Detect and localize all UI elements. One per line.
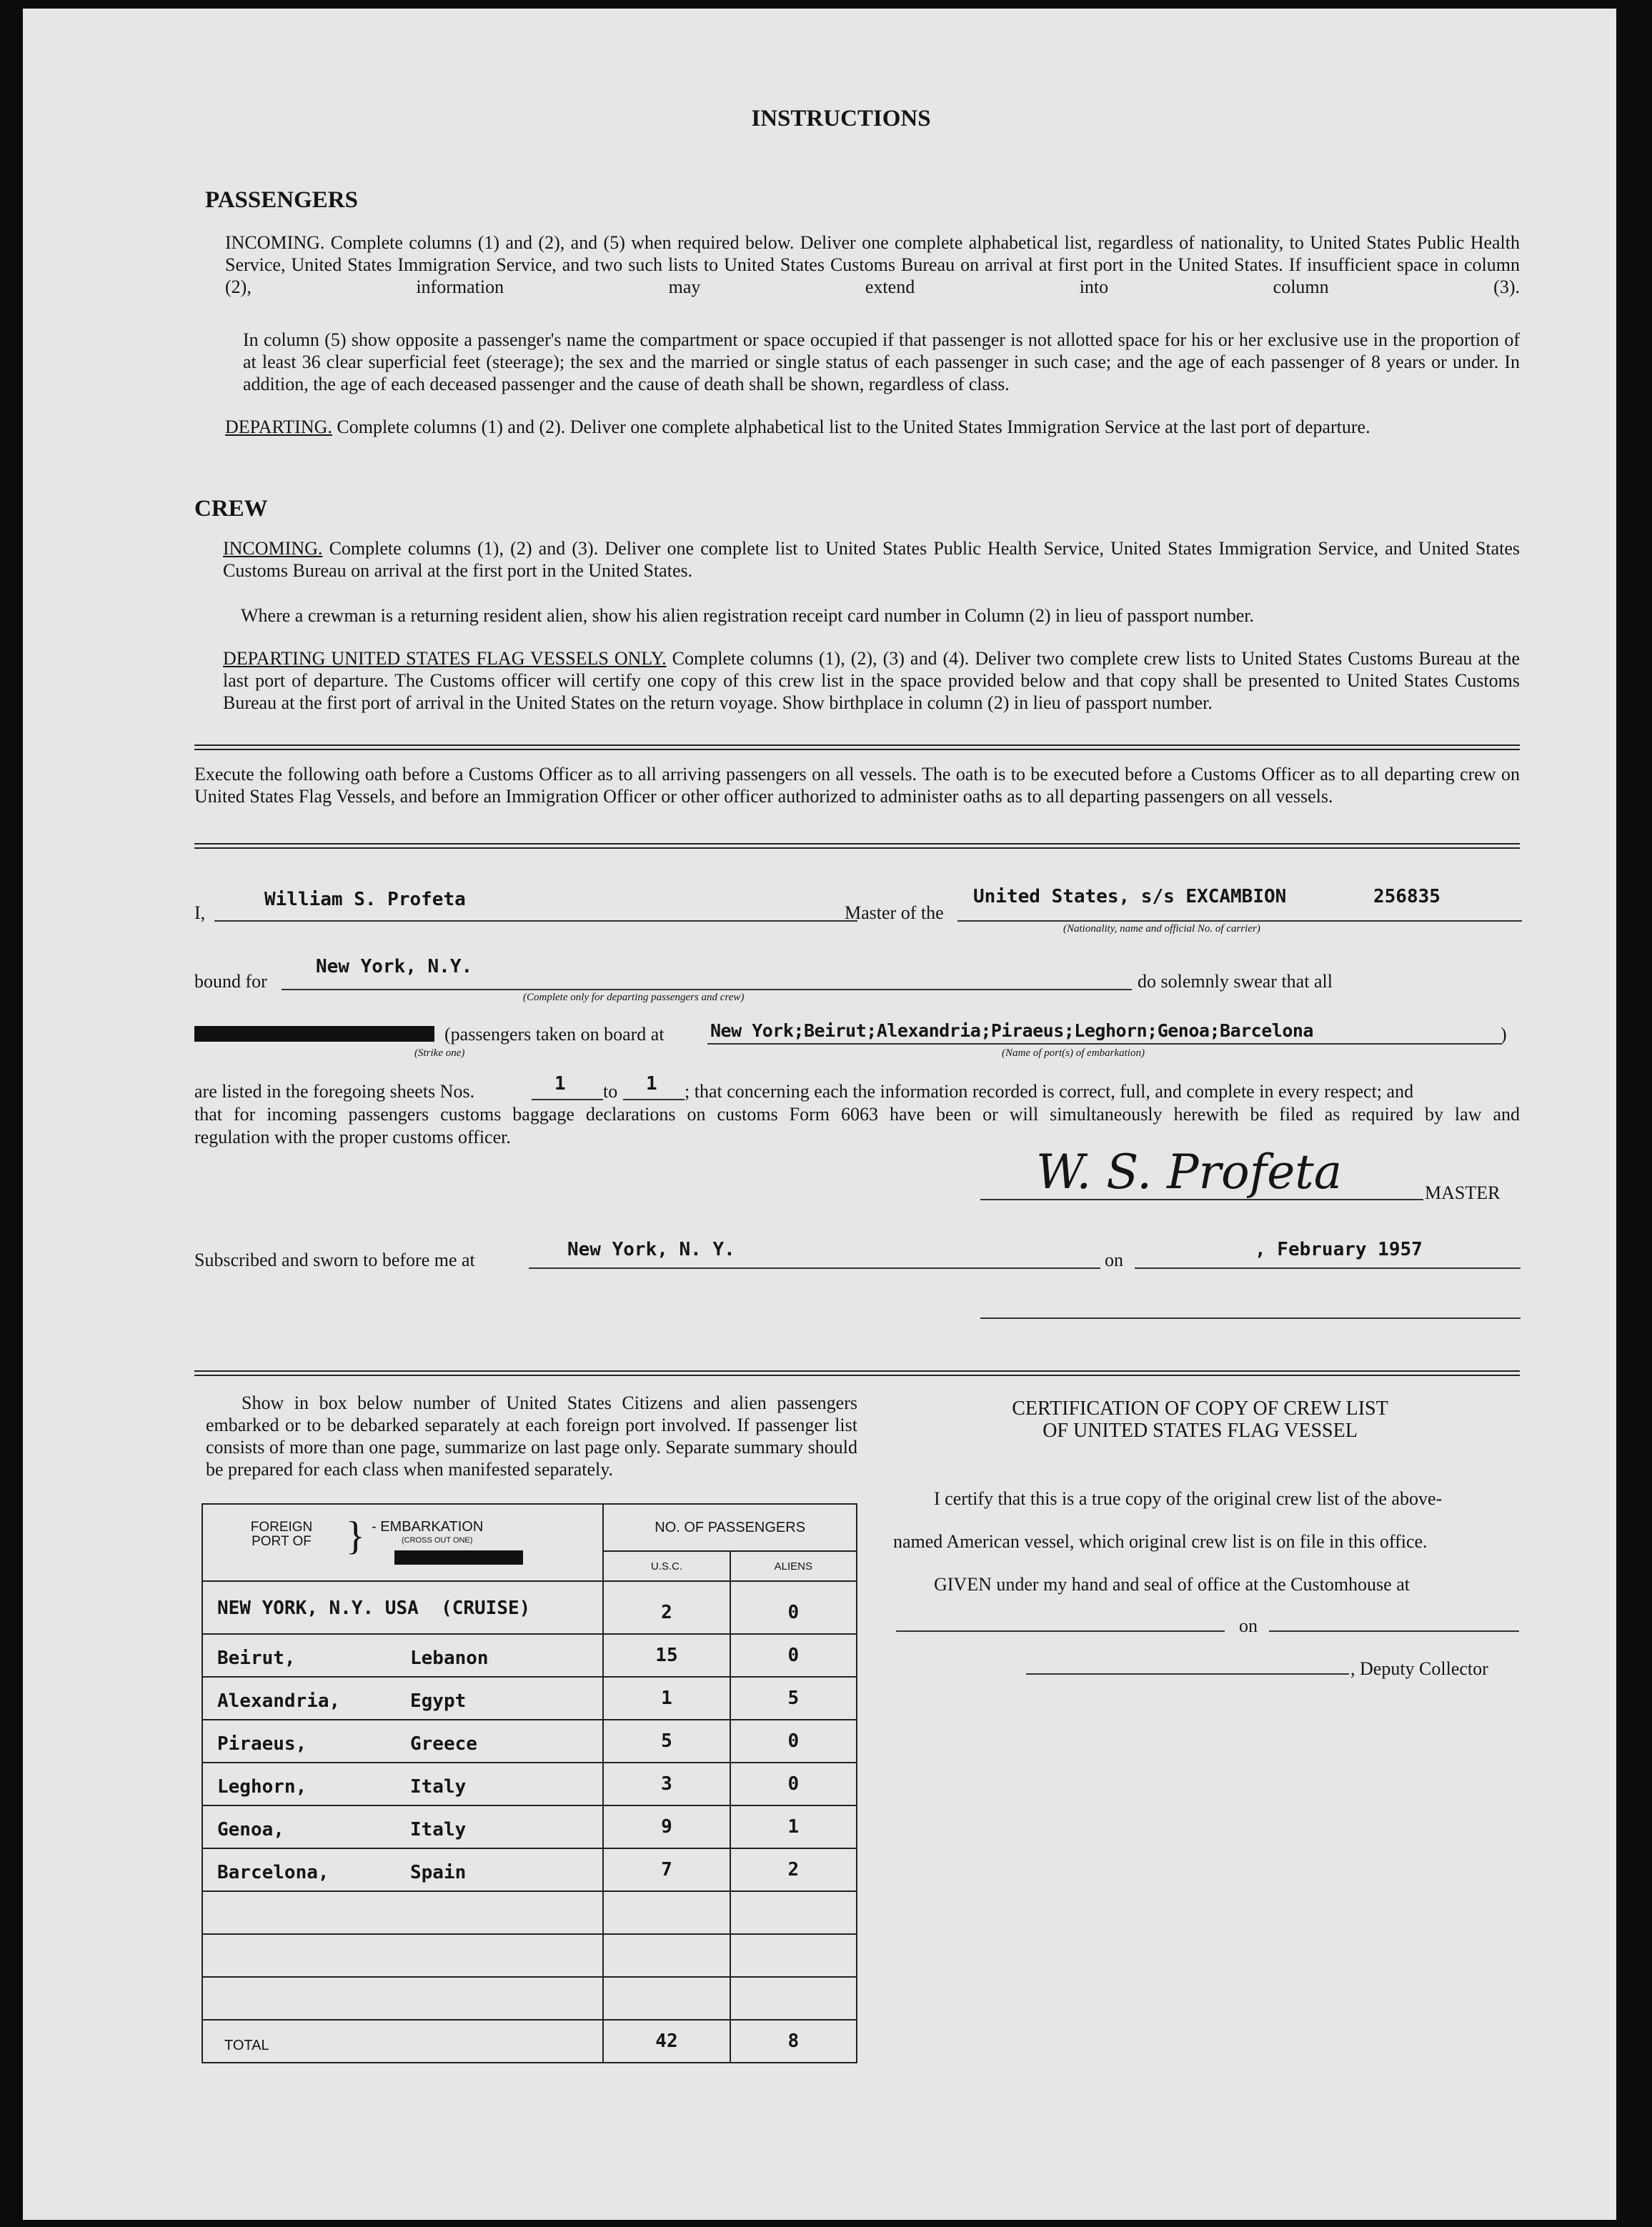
deputy-collector-label: , Deputy Collector [1350, 1658, 1488, 1679]
aliens-cell: 0 [730, 1763, 857, 1805]
country-name: Italy [410, 1776, 467, 1798]
master-label: MASTER [1425, 1182, 1501, 1203]
passengers-heading: PASSENGERS [205, 187, 358, 213]
sheet-from-field: 1 [554, 1073, 566, 1095]
port-name: Genoa, [217, 1819, 284, 1840]
deputy-collector-line [1026, 1673, 1349, 1675]
summary-intro: Show in box below number of United States Citizens and alien passengers embarked or to be debarked separately at each foreign port involved. If passenger list consists of more than one page, summarize on last page only. Separate summary should be prepared for each class when manifested separately. [206, 1393, 857, 1480]
listed-line-2: that for incoming passengers customs baggage declarations on customs Form 6063 have been or will simultaneously herewith be filed as required by law and [194, 1104, 1520, 1125]
master-signature: W. S. Profeta [1036, 1145, 1343, 1200]
port-cell [202, 1634, 603, 1677]
aliens-cell: 0 [730, 1720, 857, 1763]
crew-departing-paragraph [223, 647, 1520, 714]
bound-for-field: New York, N.Y. [316, 956, 473, 977]
subscribed-label: Subscribed and sworn to before me at [194, 1250, 475, 1270]
certification-heading [880, 1398, 1520, 1442]
strike-one-caption: (Strike one) [414, 1047, 465, 1059]
embarkation-label: - EMBARKATION [372, 1519, 484, 1535]
passengers-incoming-paragraph [225, 231, 1520, 298]
usc-cell: 2 [603, 1581, 730, 1634]
aliens-cell: 2 [730, 1848, 857, 1891]
master-name-line [214, 920, 857, 922]
aliens-cell: 5 [730, 1677, 857, 1720]
usc-cell: 1 [603, 1677, 730, 1720]
passengers-incoming-lead: INCOMING. [225, 232, 325, 253]
vessel-field: United States, s/s EXCAMBION [973, 886, 1287, 907]
divider-3 [194, 1370, 1520, 1376]
certification-text-3: GIVEN under my hand and seal of office at the Customhouse at [934, 1574, 1410, 1595]
vessel-line [957, 920, 1522, 922]
ports-caption: (Name of port(s) of embarkation) [1002, 1047, 1145, 1059]
usc-cell: 3 [603, 1763, 730, 1805]
total-row [202, 2020, 857, 2063]
port-name: Barcelona, [217, 1862, 329, 1883]
certification-text-2: named American vessel, which original crew list is on file in this office. [893, 1531, 1428, 1552]
certification-text-1: I certify that this is a true copy of the original crew list of the above- [934, 1488, 1443, 1509]
table-row-empty [202, 1977, 857, 2020]
certification-date-line [1269, 1630, 1519, 1632]
port-cell [202, 1677, 603, 1720]
aliens-cell: 0 [730, 1581, 857, 1634]
listed-line-3: regulation with the proper customs officer. [194, 1127, 511, 1147]
subscribed-place-field: New York, N. Y. [567, 1239, 735, 1260]
foreign-port-of-label: FOREIGN PORT OF [250, 1520, 313, 1549]
crew-heading: CREW [194, 496, 268, 522]
official-number-field: 256835 [1373, 886, 1440, 907]
taken-on-board-label: (passengers taken on board at [444, 1024, 665, 1045]
table-row [202, 1677, 857, 1720]
aliens-cell: 1 [730, 1805, 857, 1848]
master-of-label: Master of the [845, 902, 944, 923]
passengers-departing-paragraph [225, 416, 1520, 438]
total-label: TOTAL [224, 2038, 269, 2053]
cross-out-one-label: (CROSS OUT ONE) [402, 1536, 473, 1545]
port-name: Beirut, [217, 1648, 296, 1669]
port-header-cell [202, 1504, 603, 1581]
usc-cell: 7 [603, 1848, 730, 1891]
ports-field: New York;Beirut;Alexandria;Piraeus;Leghorn;Genoa;Barcelona [710, 1020, 1313, 1041]
passengers-column5-paragraph: In column (5) show opposite a passenger's name the compartment or space occupied if that passenger is not allotted space for his or her exclusive use in the proportion of at least 36 clear superficial feet (steerage); the sex and the married or single status of each passenger in such case; and the age of each passenger of 8 years or under. In addition, the age of each deceased passenger and the cause of death shall be shown, regardless of class. [243, 329, 1520, 394]
bound-for-line [282, 989, 1132, 990]
master-name-field: William S. Profeta [264, 889, 466, 910]
passengers-incoming-text: Complete columns (1) and (2), and (5) when required below. Deliver one complete alphabetical list, regardless of nationality, to United States Public Health Service, United States Immigration Service, and two such lists to United States Customs Bureau on arrival at first port in the United States. If insufficient space in column (2), information may extend into column (3). [225, 232, 1521, 297]
customhouse-line [896, 1630, 1225, 1632]
oath-instructions: Execute the following oath before a Customs Officer as to all arriving passengers on all vessels. The oath is to be executed before a Customs Officer as to all departing crew on United States Flag Vessels, and before an Immigration Officer or other officer authorized to administer oaths as to all departing passengers on all vessels. [194, 764, 1520, 807]
port-cell [202, 1848, 603, 1891]
bound-for-label: bound for [194, 971, 267, 992]
aliens-cell: 0 [730, 1634, 857, 1677]
certification-heading-line-2: OF UNITED STATES FLAG VESSEL [1043, 1420, 1358, 1442]
certification-on-label: on [1239, 1615, 1258, 1636]
to-label: to [603, 1081, 618, 1102]
certification-heading-line-1: CERTIFICATION OF COPY OF CREW LIST [1012, 1398, 1388, 1420]
port-cell [202, 1805, 603, 1848]
country-name: Greece [410, 1733, 477, 1755]
swear-text: do solemnly swear that all [1138, 971, 1333, 992]
usc-cell: 9 [603, 1805, 730, 1848]
page-title: INSTRUCTIONS [751, 106, 931, 131]
port-name: Piraeus, [217, 1733, 307, 1755]
officer-signature-line [980, 1317, 1521, 1319]
crew-incoming-lead: INCOMING. [223, 538, 323, 559]
listed-rest: ; that concerning each the information recorded is correct, full, and complete in every respect; and [685, 1081, 1414, 1102]
passenger-summary-table [201, 1503, 857, 2063]
usc-header: U.S.C. [603, 1551, 730, 1581]
crew-departing-lead: DEPARTING UNITED STATES FLAG VESSELS ONLY. [223, 648, 667, 669]
crew-incoming-paragraph [223, 537, 1520, 582]
port-name: Alexandria, [217, 1690, 341, 1712]
struck-out-crew-redaction [194, 1026, 434, 1042]
total-usc-cell: 42 [603, 2020, 730, 2063]
subscribed-date-field: , February 1957 [1255, 1239, 1423, 1260]
table-row-empty [202, 1891, 857, 1934]
listed-label: are listed in the foregoing sheets Nos. [194, 1081, 475, 1102]
oath-i-label: I, [194, 902, 206, 923]
aliens-header: ALIENS [730, 1551, 857, 1581]
subscribed-date-line [1135, 1267, 1521, 1269]
divider-2 [194, 843, 1520, 849]
crew-resident-paragraph: Where a crewman is a returning resident alien, show his alien registration receipt card number in Column (2) in lieu of passport number. [241, 605, 1255, 626]
table-row-empty [202, 1934, 857, 1977]
total-label-cell [202, 2020, 603, 2063]
table-row [202, 1848, 857, 1891]
country-name: Egypt [410, 1690, 467, 1712]
country-name: Spain [410, 1862, 467, 1883]
usc-cell: 5 [603, 1720, 730, 1763]
crew-departing-text: Complete columns (1), (2), (3) and (4). Deliver two complete crew lists to United States Customs Bureau at the last port of departure. The Customs officer will certify one copy of this crew list in the space provided below and that copy shall be presented to United States Customs Bureau at the first port of arrival in the United States on the return voyage. Show birthplace in column (2) in lieu of passport number. [223, 648, 1521, 713]
struck-out-debarkation-redaction [394, 1550, 523, 1565]
subscribed-place-line [529, 1267, 1100, 1269]
table-row [202, 1763, 857, 1805]
passengers-departing-lead: DEPARTING. [225, 417, 332, 437]
table-row [202, 1720, 857, 1763]
document-sheet [23, 9, 1616, 2220]
sheet-from-line [532, 1099, 603, 1100]
brace-glyph: } [346, 1514, 365, 1558]
sheet-to-line [623, 1099, 685, 1100]
sheet-to-field: 1 [646, 1073, 657, 1095]
port-cell [202, 1763, 603, 1805]
vessel-caption: (Nationality, name and official No. of carrier) [1063, 923, 1260, 935]
port-cell [202, 1581, 603, 1634]
subscribed-on-label: on [1105, 1250, 1123, 1270]
table-row [202, 1634, 857, 1677]
divider-1 [194, 744, 1520, 750]
country-name: Lebanon [410, 1648, 489, 1669]
port-name: NEW YORK, N.Y. USA (CRUISE) [217, 1598, 531, 1619]
total-aliens-cell: 8 [730, 2020, 857, 2063]
crew-incoming-text: Complete columns (1), (2) and (3). Deliver one complete list to United States Public Health Service, United States Immigration Service, and United States Customs Bureau on arrival at the first port in the United States. [223, 538, 1520, 581]
port-name: Leghorn, [217, 1776, 307, 1798]
no-of-passengers-header: NO. OF PASSENGERS [603, 1504, 857, 1551]
ports-line [707, 1043, 1502, 1045]
usc-cell: 15 [603, 1634, 730, 1677]
country-name: Italy [410, 1819, 467, 1840]
table-row [202, 1805, 857, 1848]
passengers-departing-text: Complete columns (1) and (2). Deliver one complete alphabetical list to the United States Immigration Service at the last port of departure. [337, 417, 1370, 437]
table-row [202, 1581, 857, 1634]
port-cell [202, 1720, 603, 1763]
ports-close-paren: ) [1501, 1024, 1507, 1045]
bound-for-caption: (Complete only for departing passengers and crew) [523, 992, 745, 1003]
